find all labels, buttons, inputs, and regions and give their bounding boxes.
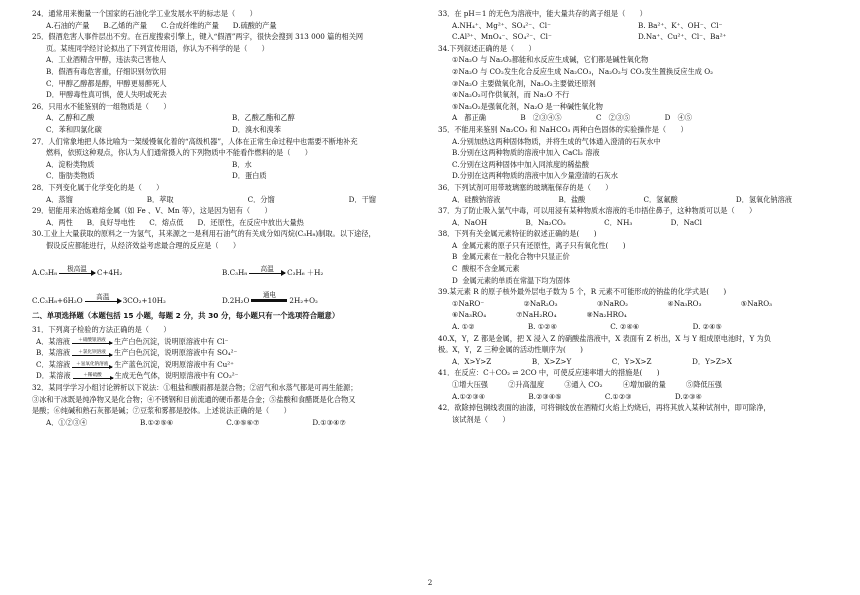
question-25-cont: 页。某班同学经讨论拟出了下列宣传用语，你认为不科学的是（ ） [46,43,269,53]
q30-reactions-row1 [32,252,420,278]
option: D.分别在这两种物质的溶液中加入少量澄清的石灰水 [452,171,618,181]
reaction-c [32,293,222,306]
question-32-cont: 是酸；⑥纯碱和熟石灰都是碱；⑦豆浆和雾都是胶体。上述说法正确的是（ ） [32,406,291,416]
q29-options [32,217,420,229]
formula: ⑧Na₂HRO₄ [586,310,627,320]
reagent-arrow [72,350,112,356]
option: B.分别在这两种物质的溶液中加入 CaCl₂ 溶液 [452,148,600,158]
reaction-condition: 极高温 [67,265,87,274]
formula: ⑦NaH₂RO₄ [516,310,557,320]
option: A．①②③④ [46,417,88,427]
q39-formulas-row2 [438,309,826,321]
option: B.①②⑤⑥ [140,417,174,427]
option: C．分馏 [247,194,275,204]
option: C．脂肪类物质 [46,171,95,181]
option: A 都正确 [452,113,486,123]
statement: ④增加碳的量 [622,380,666,389]
option: D.②③④ [674,391,702,401]
reaction-condition: 高温 [260,265,274,274]
q31-option-c [32,359,420,371]
option: C．Y>X>Z [611,356,652,366]
option: A．硅酸钠溶液 [452,194,501,204]
option: D．还原性，在反应中放出大量热 [197,217,304,227]
option: A.NH₄⁺、Mg²⁺、SO₄²⁻、Cl⁻ [452,20,551,30]
option: C.③⑤⑥⑦ [226,417,260,427]
option: C.合成纤维的产量 [160,20,219,30]
reaction-condition: 通电 [262,291,276,300]
option-label: D．某溶液 [36,371,71,381]
q31-option-a [32,336,420,348]
statement: ②升高温度 [508,380,545,389]
reaction-arrow [251,291,287,306]
reaction-arrow [59,265,95,278]
statement: ⑤Na₂O₂是强氧化剂，Na₂O 是一种碱性氧化物 [452,101,603,111]
option: D ④⑤ [664,113,692,123]
statement: ⑤降低压强 [686,380,722,389]
question-35: 35．不能用来鉴别 Na₂CO₃ 和 NaHCO₃ 两种白色固体的实验操作是（ ） [438,124,688,134]
product: C₃H₆ ＋H₂ [287,267,324,277]
option: B ②③④⑤ [520,113,562,123]
option: C．熔点低 [149,217,184,227]
q41-statements [438,379,826,391]
option: B．萃取 [146,194,174,204]
option: B. ①②④ [527,322,558,332]
reagent-label: ＋氢氧化钠溶液 [76,361,109,367]
option: C 酸根不含金属元素 [452,264,520,274]
statement: ①增大压强 [452,380,488,389]
option-label: B．某溶液 [36,348,71,358]
left-column [32,8,420,428]
option: A．两性 [46,217,73,227]
option-text: 生产白色沉淀，说明原溶液中有 Cl⁻ [113,336,229,346]
q33-options [438,20,826,43]
formula: ①NaRO⁻ [452,298,485,308]
q31-option-b [32,347,420,359]
q26-options [32,112,420,135]
option: D.Na⁺、Cu²⁺、Cl⁻、Ba²⁺ [638,32,727,42]
question-31: 31．下列离子检验的方法正确的是（ ） [32,325,171,335]
option: D．干馏 [348,194,376,204]
question-28: 28．下列变化属于化学变化的是（ ） [32,182,164,192]
reagent-arrow [73,373,113,379]
reactant: C.C₃H₈+6H₂O [32,295,83,305]
question-33: 33．在 pH＝1 的无色为溶液中，能大量共存的离子组是（ ） [438,9,647,18]
reaction-arrow [249,265,285,278]
product: 3CO₂+10H₂ [122,295,166,305]
option: D．Y>Z>X [692,356,732,366]
option: D．氢氧化钠溶液 [735,194,792,204]
option: A．乙醇和乙酸 [46,113,95,123]
option: C．甲醇乙醇都是醇，甲醇更易醉死人 [46,78,167,88]
option: A 金属元素的原子只有还原性，离子只有氧化性( ) [452,240,626,250]
statement: ③通入 CO₂ [564,380,603,389]
reactant: A.C₃H₈ [32,267,58,277]
product: C+4H₂ [97,267,123,277]
question-30: 30.工业上大量获取的原料之一为氢气，其来源之一是利用石油气的有关成分如丙烷(C₃H₈)制取。以下途径， [32,229,376,239]
q30-reactions-row2 [32,280,420,306]
question-32-cont: ③冰和干冰既是纯净物又是化合物；④不锈钢和目前流通的硬币都是合金；⑤盐酸和食醋既是化合物又 [32,394,356,404]
option: D．溴水和溴苯 [232,124,281,134]
option: D．甲醇毒性真可惧，使人失明或死去 [46,90,167,100]
option: B．乙酸乙酯和乙醇 [232,113,295,123]
reagent-arrow [72,338,112,344]
option: A．X>Y>Z [452,356,492,366]
question-27: 27．人们常象地把人体比喻为一架缓慢氧化着的“高级机器”，人体在正常生命过程中也需要不断地补充 [32,136,358,146]
option: D. ②④⑤ [692,322,722,332]
statement: ③Na₂O 主要做氧化剂，Na₂O₂主要做还原剂 [452,78,596,88]
product: 2H₂+O₂ [289,295,318,305]
section-heading: 二、单项选择题（本题包括 15 小题，每题 2 分，共 30 分，每小题只有一个选项符合题意） [32,311,340,321]
reaction-a [32,265,222,278]
option: A.①②③④ [452,391,486,401]
question-39: 39.某元素 R 的原子核外最外层电子数为 5 个，R 元素不可能形成的钠盐的化学式是( ) [438,287,727,297]
reagent-label: ＋硝酸银溶液 [78,338,106,344]
reagent-arrow [72,362,112,368]
question-42: 42．欲除掉包铜线表面的油漆，可将铜线放在酒精灯火焰上灼烧后，再将其放入某种试剂中，即可除净， [438,403,771,413]
option: B．良好导电性 [86,217,136,227]
q32-options [32,417,420,429]
option: B．盐酸 [558,194,586,204]
option: C.Al³⁺、MnO₄⁻、SO₄²⁻、Cl⁻ [452,32,552,42]
formula: ②NaR₂O₃ [523,298,558,308]
option: B．假酒有毒危害重，仔细识别勿饮用 [46,66,167,76]
option-text: 生产蓝色沉淀，说明原溶液中有 Cu²⁺ [114,359,234,369]
option: C.分别在这两种固体中加入同浓度的稀盐酸 [452,159,589,169]
option: B 金属元素在一般化合物中只显正价 [452,252,570,262]
question-29: 29．铝能用来冶炼难熔金属（如 Fe 、V、Mn 等），这是因为铝有（ ） [32,206,272,216]
reactant: B.C₃H₈ [222,267,248,277]
reagent-label: ＋稀硫酸 [83,373,102,379]
formula: ④Na₃RO₃ [667,298,702,308]
q36-options [438,194,826,206]
q39-options [438,321,826,333]
question-25: 25．假酒危害人事件层出不穷。在百度搜索引擎上，键入“假酒”两字，很快会搜到 313 000 篇的相关网 [32,32,364,42]
option: A．淀粉类物质 [46,159,95,169]
question-38: 38．下列有关金属元素特征的叙述正确的是( ) [438,229,597,239]
option: C．氢氟酸 [643,194,678,204]
option: A．蒸馏 [46,194,73,204]
page-number: 2 [427,578,433,587]
question-36: 36．下列试剂可用带玻璃塞的玻璃瓶保存的是（ ） [438,182,613,192]
option: B．Na₂CO₃ [525,217,566,227]
option: D.硫酸的产量 [232,20,277,30]
q39-formulas-row1 [438,298,826,310]
option: A.分别加热这两种固体物质，并将生成的气体通入澄清的石灰水中 [452,136,661,146]
question-32: 32．某同学学习小组讨论辨析以下说法：①粗盐和酸雨都是混合物；②沼气和水蒸气都是可再生能源； [32,383,358,393]
statement: ④Na₂O₂可作供氧剂，而 Na₂O 不行 [452,90,570,100]
reaction-b [222,265,412,278]
question-34: 34.下列叙述正确的是（ ） [438,43,536,53]
reactant: D.2H₂O [222,295,250,305]
question-40-cont: 极。X，Y，Z 三种金属的活动性顺序为( ) [438,345,583,355]
question-40: 40.X，Y，Z 都是金属，把 X 浸入 Z 的硝酸盐溶液中，X 表面有 Z 析出，X 与 Y 组成原电池时，Y 为负 [438,333,771,343]
question-27-cont: 燃料，依照这种观点，你认为人们通常摄入的下列物质中不能看作燃料的是（ ） [46,148,312,158]
option: A．NaOH [452,217,488,227]
option: B．X>Z>Y [531,356,572,366]
formula: ⑤NaRO₃ [740,298,772,308]
q28-options [32,194,420,206]
option: B. Ba²⁺、K⁺、OH⁻、Cl⁻ [638,20,723,30]
q40-options [438,356,826,368]
q27-options [32,159,420,182]
option: B.②③④⑤ [528,391,562,401]
option: D 金属元素的单质在常温下均为固体 [452,275,571,285]
question-37: 37．为了防止吸入氯气中毒，可以用浸有某种物质水溶液的毛巾捂住鼻子，这种物质可以是（ ） [438,206,757,216]
option-text: 生产白色沉淀，说明原溶液中有 SO₄²⁻ [114,348,238,358]
option: C.①②③ [604,391,632,401]
question-30-cont: 假设反应都能进行，从经济效益考虑最合理的反应是（ ） [46,240,241,250]
q37-options [438,217,826,229]
option-label: A．某溶液 [36,336,70,346]
option: D．蛋白质 [232,171,267,181]
option: A. ①② [452,322,475,332]
q31-option-d [32,370,420,382]
statement: ①Na₂O 与 Na₂O₂都能和水反应生成碱，它们都是碱性氧化物 [452,55,649,65]
q41-options [438,391,826,403]
reaction-condition: 高温 [96,293,110,302]
reaction-d [222,291,412,306]
reaction-arrow [85,293,121,306]
q24-options [32,20,420,32]
option: C. ②④⑥ [610,322,640,332]
statement: ②Na₂O 与 CO₂发生化合反应生成 Na₂CO₃，Na₂O₂与 CO₂发生置换反应生成 O₂ [452,66,714,76]
option-text: 生成无色气体，说明原溶液中有 CO₃²⁻ [114,371,239,381]
option: C ②③⑤ [596,113,631,123]
option: B.乙烯的产量 [103,20,147,30]
formula: ⑥Na₃RO₄ [452,310,487,320]
option: C．NH₃ [604,217,633,227]
q34-options [438,112,826,124]
option-label: C．某溶液 [36,359,71,369]
reagent-label: ＋氯化钡溶液 [78,350,106,356]
right-column [438,8,826,425]
formula: ③NaRO₂ [596,298,629,308]
option: D.①③④⑦ [312,417,346,427]
option: C．苯和四氯化碳 [46,124,102,134]
option: B．水 [232,159,252,169]
question-26: 26．只用水不能鉴别的一组物质是（ ） [32,101,171,111]
option: A．工业酒精含甲醇，违法卖己害他人 [46,55,167,65]
option: A.石油的产量 [46,20,90,30]
question-41: 41．在反应：C＋CO₂ ⇌ 2CO 中，可使反应速率增大的措施是( ) [438,368,660,378]
option: D．NaCl [670,217,702,227]
question-42-cont: 该试剂是（ ） [452,414,510,424]
question-24: 24．通常用来衡量一个国家的石油化学工业发展水平的标志是（ ） [32,9,257,18]
